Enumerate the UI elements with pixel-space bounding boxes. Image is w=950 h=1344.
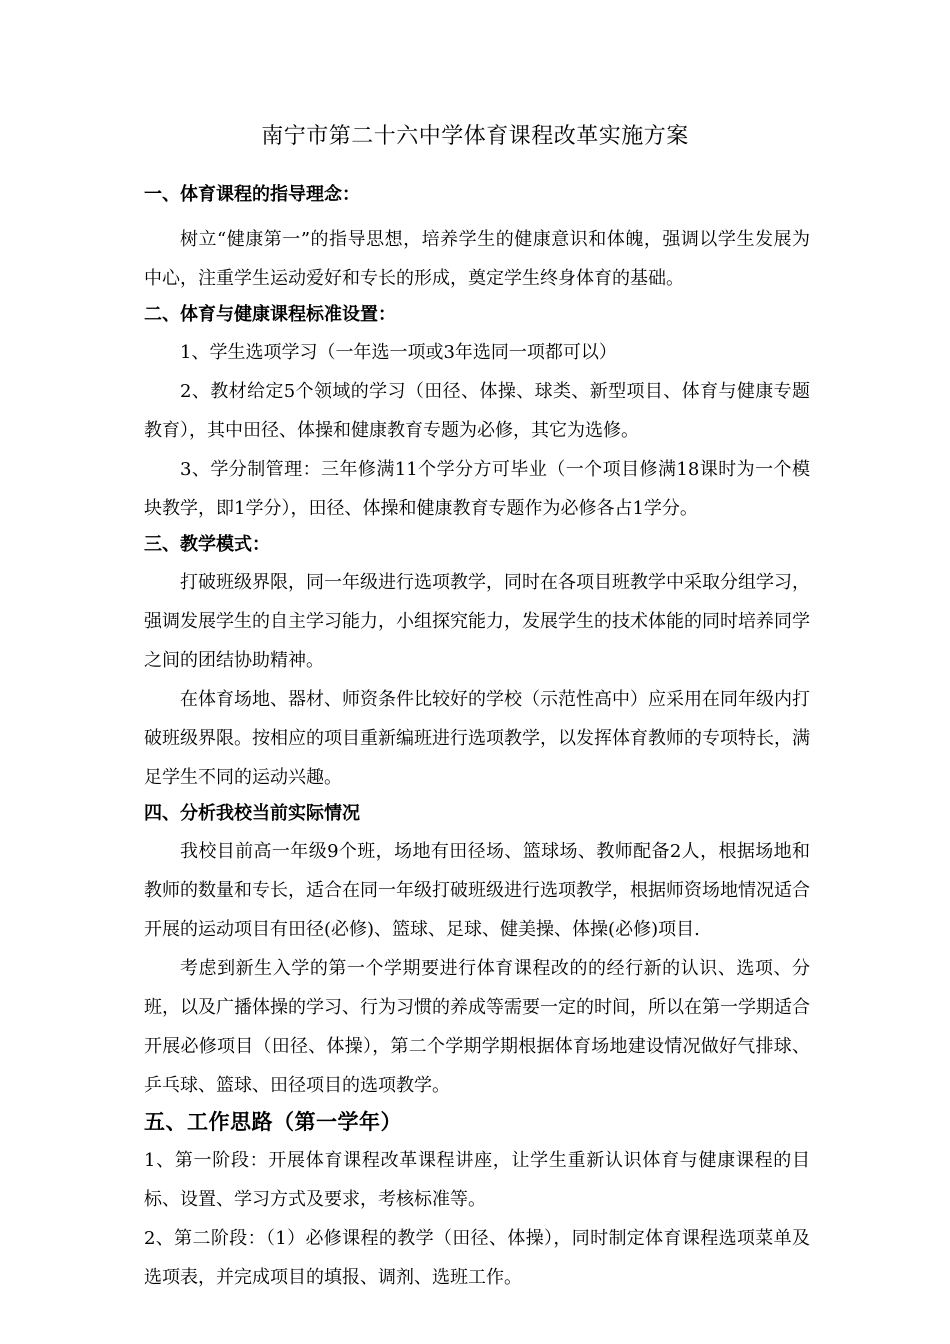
section-heading-3: 三、教学模式： (144, 534, 270, 555)
section-heading-5: 五、工作思路（第一学年） (144, 1109, 402, 1134)
document-body (144, 184, 810, 1297)
paragraph: 3、学分制管理：三年修满11个学分方可毕业（一个项目修满18课时为一个模块教学，即1学分），田径、体操和健康教育专题作为必修各占1学分。 (144, 459, 810, 519)
paragraph: 2、教材给定5个领域的学习（田径、体操、球类、新型项目、体育与健康专题教育），其中田径、体操和健康教育专题为必修，其它为选修。 (144, 381, 810, 441)
paragraph: 树立“健康第一”的指导思想，培养学生的健康意识和体魄，强调以学生发展为中心，注重学生运动爱好和专长的形成，奠定学生终身体育的基础。 (144, 229, 810, 289)
section-heading-4: 四、分析我校当前实际情况 (144, 803, 360, 824)
paragraph: 1、学生选项学习（一年选一项或3年选同一项都可以） (180, 342, 617, 363)
paragraph: 我校目前高一年级9个班，场地有田径场、篮球场、教师配备2人，根据场地和教师的数量和专长，适合在同一年级打破班级进行选项教学，根据师资场地情况适合开展的运动项目有田径(必修)、篮球、足球、健美操、体操(必修)项目. (144, 841, 810, 940)
document-title: 南宁市第二十六中学体育课程改革实施方案 (261, 124, 689, 149)
paragraph: 考虑到新生入学的第一个学期要进行体育课程改的的经行新的认识、选项、分班，以及广播体操的学习、行为习惯的养成等需要一定的时间，所以在第一学期适合开展必修项目（田径、体操），第二个学期学期根据体育场地建设情况做好气排球、乒乓球、篮球、田径项目的选项教学。 (144, 958, 810, 1096)
paragraph: 1、第一阶段：开展体育课程改革课程讲座，让学生重新认识体育与健康课程的目标、设置、学习方式及要求，考核标准等。 (144, 1150, 810, 1210)
paragraph: 打破班级界限，同一年级进行选项教学，同时在各项目班教学中采取分组学习，强调发展学生的自主学习能力，小组探究能力，发展学生的技术体能的同时培养同学之间的团结协助精神。 (144, 572, 810, 671)
section-heading-1: 一、体育课程的指导理念： (144, 184, 360, 205)
section-heading-2: 二、体育与健康课程标准设置： (144, 304, 396, 325)
paragraph: 2、第二阶段：（1）必修课程的教学（田径、体操），同时制定体育课程选项菜单及选项表，并完成项目的填报、调剂、选班工作。 (144, 1228, 810, 1288)
paragraph: 在体育场地、器材、师资条件比较好的学校（示范性高中）应采用在同年级内打破班级界限。按相应的项目重新编班进行选项教学，以发挥体育教师的专项特长，满足学生不同的运动兴趣。 (144, 689, 810, 788)
